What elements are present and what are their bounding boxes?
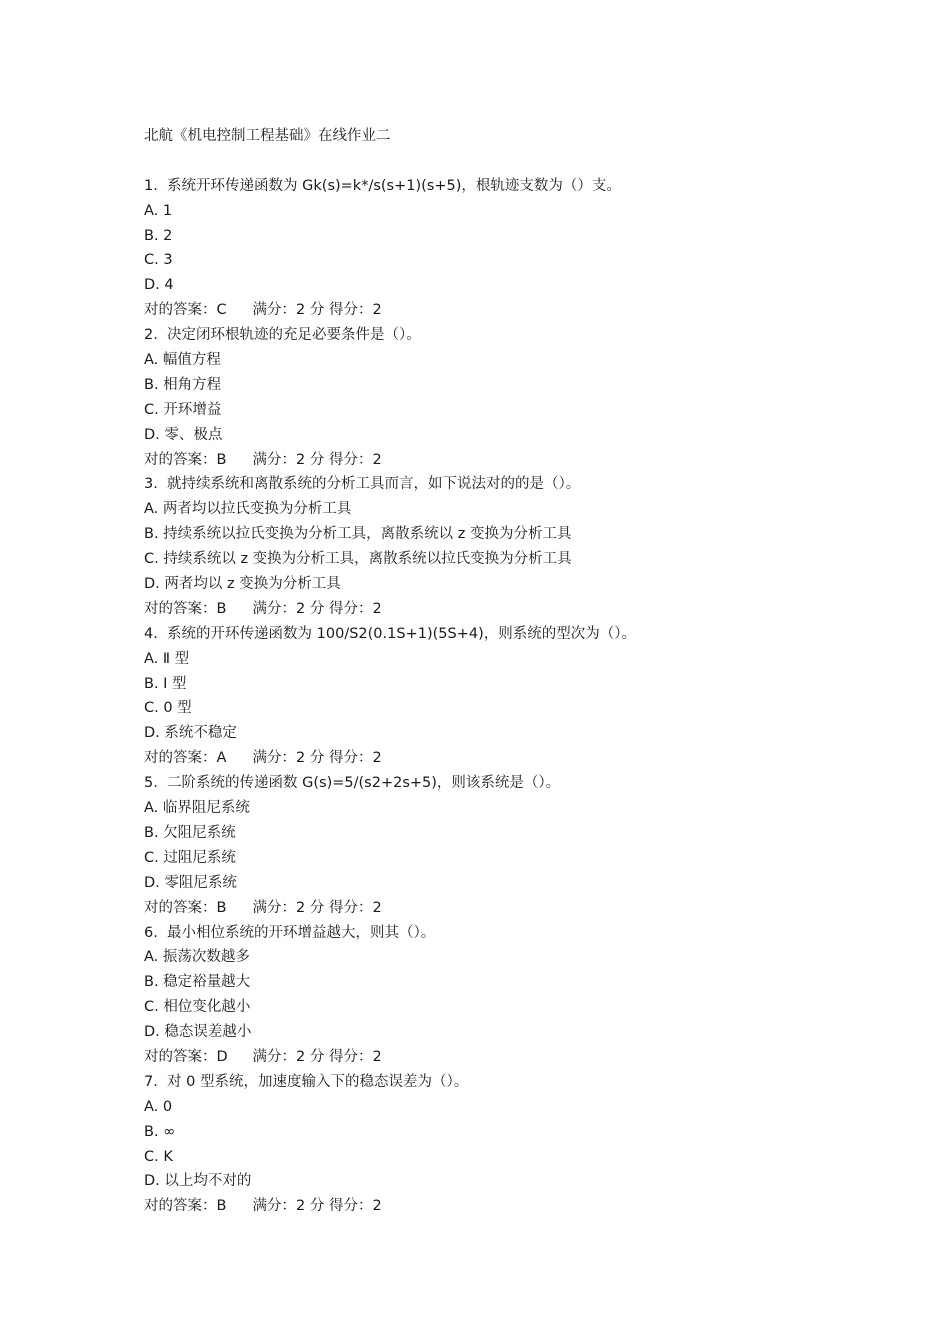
option-d: D. 系统不稳定: [144, 725, 237, 742]
score-text: 满分：2 分 得分：2: [252, 600, 382, 617]
option-b: B. 欠阻尼系统: [144, 824, 236, 841]
option-a: A. 1: [144, 202, 173, 219]
answer-label: 对的答案：: [144, 1198, 217, 1215]
score-text: 满分：2 分 得分：2: [252, 899, 382, 916]
answer-line: [144, 896, 824, 921]
blank-line: [144, 149, 824, 174]
option-b: B. 2: [144, 227, 173, 244]
option-b: B. 稳定裕量越大: [144, 974, 251, 991]
option-a: A. Ⅱ 型: [144, 650, 190, 667]
question-stem: 2. 决定闭环根轨迹的充足必要条件是（）。: [144, 327, 421, 344]
option-d: D. 两者均以 z 变换为分析工具: [144, 576, 341, 593]
document-title: 北航《机电控制工程基础》在线作业二: [144, 128, 391, 144]
question-block: [144, 174, 824, 323]
option-a: A. 0: [144, 1098, 173, 1115]
score-text: 满分：2 分 得分：2: [252, 451, 382, 468]
score-text: 满分：2 分 得分：2: [252, 302, 382, 319]
option-c: C. 持续系统以 z 变换为分析工具，离散系统以拉氏变换为分析工具: [144, 551, 572, 568]
question-stem: 7. 对 0 型系统，加速度输入下的稳态误差为（）。: [144, 1073, 469, 1090]
answer-value: B: [216, 600, 227, 617]
answer-label: 对的答案：: [144, 451, 217, 468]
score-text: 满分：2 分 得分：2: [252, 1048, 382, 1065]
option-c: C. 相位变化越小: [144, 999, 251, 1016]
answer-line: [144, 746, 824, 771]
answer-value: C: [216, 302, 227, 319]
question-stem: 1. 系统开环传递函数为 Gk(s)=k*/s(s+1)(s+5)，根轨迹支数为（）支。: [144, 177, 621, 194]
option-d: D. 4: [144, 277, 174, 294]
option-b: B. ∞: [144, 1123, 176, 1140]
answer-value: B: [216, 899, 227, 916]
question-block: [144, 771, 824, 920]
option-b: B. Ⅰ 型: [144, 675, 187, 692]
option-a: A. 振荡次数越多: [144, 949, 250, 966]
answer-line: [144, 1194, 824, 1219]
option-a: A. 两者均以拉氏变换为分析工具: [144, 501, 352, 518]
question-stem: 6. 最小相位系统的开环增益越大，则其（）。: [144, 924, 436, 941]
option-d: D. 零、极点: [144, 426, 223, 443]
answer-line: [144, 298, 824, 323]
option-d: D. 以上均不对的: [144, 1173, 252, 1190]
option-c: C. K: [144, 1148, 173, 1165]
answer-label: 对的答案：: [144, 600, 217, 617]
option-c: C. 0 型: [144, 700, 192, 717]
option-c: C. 开环增益: [144, 401, 222, 418]
answer-label: 对的答案：: [144, 302, 217, 319]
question-stem: 3. 就持续系统和离散系统的分析工具而言，如下说法对的的是（）。: [144, 476, 581, 493]
score-text: 满分：2 分 得分：2: [252, 750, 382, 767]
answer-label: 对的答案：: [144, 899, 217, 916]
option-a: A. 临界阻尼系统: [144, 800, 250, 817]
answer-value: D: [216, 1048, 228, 1065]
option-d: D. 稳态误差越小: [144, 1024, 252, 1041]
option-b: B. 持续系统以拉氏变换为分析工具，离散系统以 z 变换为分析工具: [144, 526, 572, 543]
question-block: [144, 323, 824, 472]
question-block: [144, 1070, 824, 1219]
answer-label: 对的答案：: [144, 1048, 217, 1065]
answer-line: [144, 597, 824, 622]
answer-line: [144, 448, 824, 473]
answer-value: B: [216, 451, 227, 468]
document-body: [144, 124, 824, 1219]
question-stem: 5. 二阶系统的传递函数 G(s)=5/(s2+2s+5)，则该系统是（）。: [144, 775, 561, 792]
option-a: A. 幅值方程: [144, 352, 221, 369]
option-c: C. 3: [144, 252, 173, 269]
score-text: 满分：2 分 得分：2: [252, 1198, 382, 1215]
answer-value: B: [216, 1198, 227, 1215]
option-b: B. 相角方程: [144, 376, 222, 393]
option-d: D. 零阻尼系统: [144, 874, 237, 891]
question-block: [144, 622, 824, 771]
question-block: [144, 472, 824, 621]
answer-line: [144, 1045, 824, 1070]
answer-label: 对的答案：: [144, 750, 217, 767]
answer-value: A: [216, 750, 227, 767]
question-block: [144, 921, 824, 1070]
question-stem: 4. 系统的开环传递函数为 100/S2(0.1S+1)(5S+4)，则系统的型次为（）。: [144, 625, 636, 642]
option-c: C. 过阻尼系统: [144, 849, 236, 866]
